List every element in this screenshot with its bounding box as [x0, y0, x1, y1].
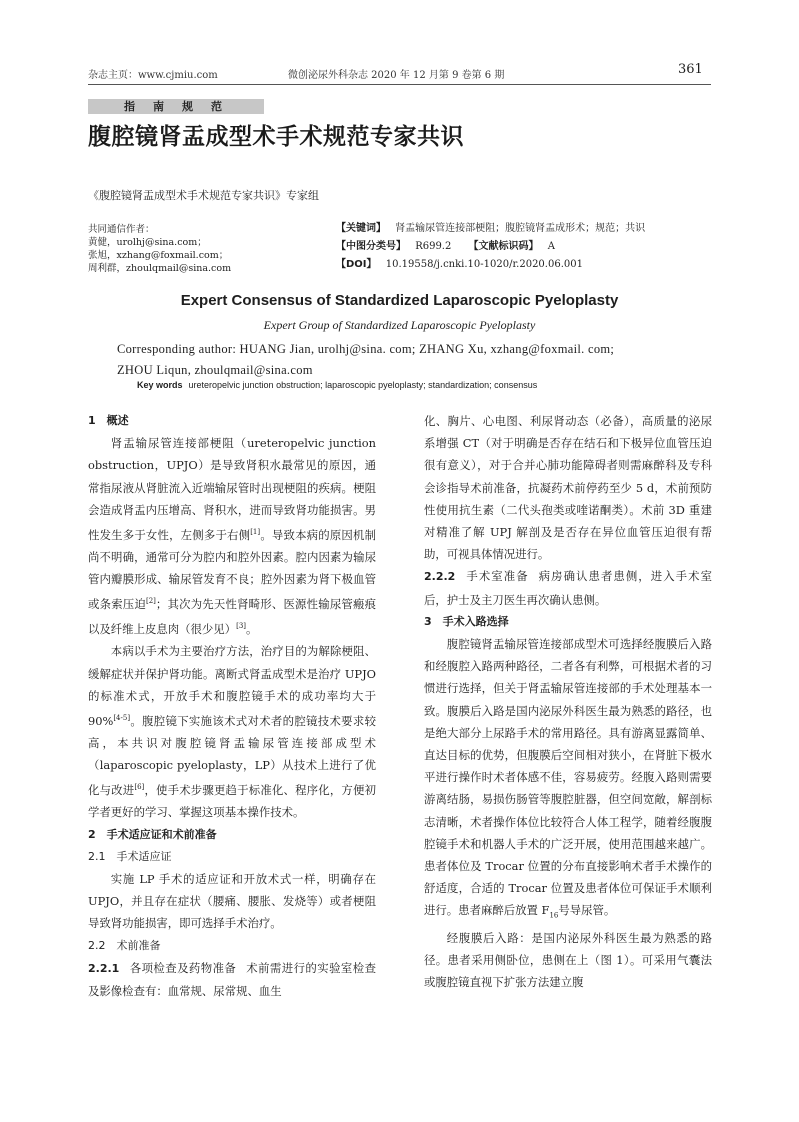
doi-value: 10.19558/j.cnki.10-1020/r.2020.06.001 [385, 259, 583, 270]
corresponding-author: 黄健，urolhj@sina.com； [88, 237, 207, 248]
keywords-line [336, 221, 645, 237]
paragraph: 经腹膜后入路：是国内泌尿外科医生最为熟悉的路径。患者采用侧卧位，患侧在上（图 1）。可采用气囊法或腹腔镜直视下扩张方法建立腹 [424, 930, 712, 990]
author-group: 《腹腔镜肾盂成型术手术规范专家共识》专家组 [88, 189, 319, 202]
doc-code-label: 【文献标识码】 [468, 241, 539, 252]
right-column [424, 410, 712, 994]
paragraph: 腹腔镜肾盂输尿管连接部成型术可选择经腹膜后入路和经腹腔入路两种路径，二者各有利弊，可根据术者的习惯进行选择，但关于肾盂输尿管连接部的手术处理基本一致。腹膜后入路是国内泌尿外科医生最为熟悉的路径，也是绝大部分上尿路手术的常用路径。具有游离显露简单、直达目标的优势，但腹膜后空间相对狭小，在肾脏下极水平进行操作时术者体感不佳，容易疲劳。经腹入路则需要游离结肠，易损伤肠管等腹腔脏器，但空间宽敞，解剖标志清晰，术者操作体位比较符合人体工程学，随着经腹腹腔镜手术和机器人手术的广泛开展，使用范围越来越广。患者体位及 Trocar 位置的分布直接影响术者手术操作的舒适度，合适的 Trocar 位置及患者体位可保证手术顺利进行。患者麻醉后放置 $F_{16}$号导尿管。 [424, 637, 712, 920]
article-title: 腹腔镜肾盂成型术手术规范专家共识 [88, 123, 464, 150]
paragraph: 本病以手术为主要治疗方法，治疗目的为解除梗阻、缓解症状并保护肾功能。离断式肾盂成型术是治疗 UPJO 的标准术式，开放手术和腹腔镜手术的成功率均大于 90%[4-5]。腹腔镜下实施该术式对术者的腔镜技术要求较高，本共识对腹腔镜肾盂输尿管连接部成型术（laparoscopic pyeloplasty，LP）从技术上进行了优化与改进[6]，使手术步骤更趋于标准化、程序化，方便初学者更好的学习、掌握这项基本操作技术。 [88, 644, 376, 820]
english-corresponding-line: ZHOU Liqun, zhoulqmail@sina.com [117, 363, 313, 377]
subsubsection-title: 手术室准备 [465, 569, 529, 584]
paragraph: 2.2.2 手术室准备 病房确认患者患侧，进入手术室后，护士及主刀医生再次确认患侧。 [424, 569, 712, 607]
english-keywords [137, 380, 537, 390]
section-banner: 指南规范 [88, 99, 264, 114]
clc-value: R699.2 [415, 241, 452, 252]
subsection-heading: 2.2 术前准备 [88, 938, 161, 952]
clc-label: 【中图分类号】 [336, 241, 406, 252]
paragraph: 实施 LP 手术的适应证和开放术式一样，明确存在 UPJO，并且存在症状（腰痛、腰胀、发烧等）或者梗阻导致肾功能损害，即可选择手术治疗。 [88, 872, 376, 931]
citation: [1] [250, 528, 261, 537]
header-rule [88, 84, 711, 85]
subsection-heading: 2.1 手术适应证 [88, 849, 172, 863]
left-column [88, 410, 376, 1002]
corresponding-author: 周利群，zhoulqmail@sina.com [88, 263, 232, 274]
journal-citation: 微创泌尿外科杂志 2020 年 12 月第 9 卷第 6 期 [288, 70, 505, 81]
section-heading: 3 手术入路选择 [424, 614, 509, 628]
english-corresponding [117, 339, 717, 381]
keywords-value: 肾盂输尿管连接部梗阻；腹腔镜肾盂成形术；规范；共识 [395, 223, 646, 234]
citation: [3] [236, 622, 247, 631]
english-keywords-value: ureteropelvic junction obstruction; laparoscopic pyeloplasty; standardization; consensus [188, 380, 538, 390]
doi-label: 【DOI】 [336, 259, 377, 270]
corresponding-author: 张旭，xzhang@foxmail.com； [88, 250, 229, 261]
english-keywords-label: Key words [137, 380, 183, 390]
section-heading: 1 概述 [88, 414, 129, 427]
keywords-label: 【关键词】 [336, 223, 386, 234]
paragraph: 2.2.1 各项检查及药物准备 术前需进行的实验室检查及影像检查有：血常规、尿常规、血生 [88, 960, 376, 999]
doc-code-value: A [547, 241, 555, 252]
subsubsection-number: 2.2.1 [88, 961, 120, 975]
citation: [6] [134, 783, 145, 792]
page-number: 361 [678, 62, 703, 77]
english-title: Expert Consensus of Standardized Laparoscopic Pyeloplasty [180, 292, 619, 309]
english-author-group: Expert Group of Standardized Laparoscopic Pyeloplasty [263, 318, 536, 332]
citation: [4-5] [113, 714, 131, 723]
subsubsection-title: 各项检查及药物准备 [129, 960, 237, 975]
section-heading: 2 手术适应证和术前准备 [88, 827, 217, 841]
doi-line [336, 257, 583, 273]
citation: [2] [145, 597, 156, 606]
classification-line [336, 239, 555, 255]
english-corresponding-line: Corresponding author: HUANG Jian, urolhj@sina. com; ZHANG Xu, xzhang@foxmail. com; [117, 342, 615, 356]
corresponding-label: 共同通信作者： [88, 224, 155, 235]
subsubsection-number: 2.2.2 [424, 570, 456, 584]
journal-homepage: 杂志主页：www.cjmiu.com [88, 70, 218, 81]
paragraph: 化、胸片、心电图、利尿肾动态（必备），高质量的泌尿系增强 CT（对于明确是否存在结石和下极异位血管压迫很有意义），对于合并心肺功能障碍者则需麻醉科及专科会诊指导术前准备，抗凝药术前停药至少 5 d，术前预防性使用抗生素（二代头孢类或喹诺酮类）。术前 3D 重建对精准了解 UPJ 解剖及是否存在异位血管压迫很有帮助，可视具体情况进行。 [424, 414, 712, 562]
paragraph: 肾盂输尿管连接部梗阻（ureteropelvic junction obstruction，UPJO）是导致肾积水最常见的原因，通常指尿液从肾脏流入近端输尿管时出现梗阻的疾病。梗阻会造成肾盂内压增高、肾积水，进而导致肾功能损害。男性发生多于女性，左侧多于右侧[1]。导致本病的原因机制尚不明确，通常可分为腔内和腔外因素。腔内因素为输尿管内瓣膜形成、输尿管发育不良；腔外因素为肾下极血管或条索压迫[2]；其次为先天性肾畸形、医源性输尿管瘢痕以及纤维上皮息肉（很少见）[3]。 [88, 436, 376, 637]
